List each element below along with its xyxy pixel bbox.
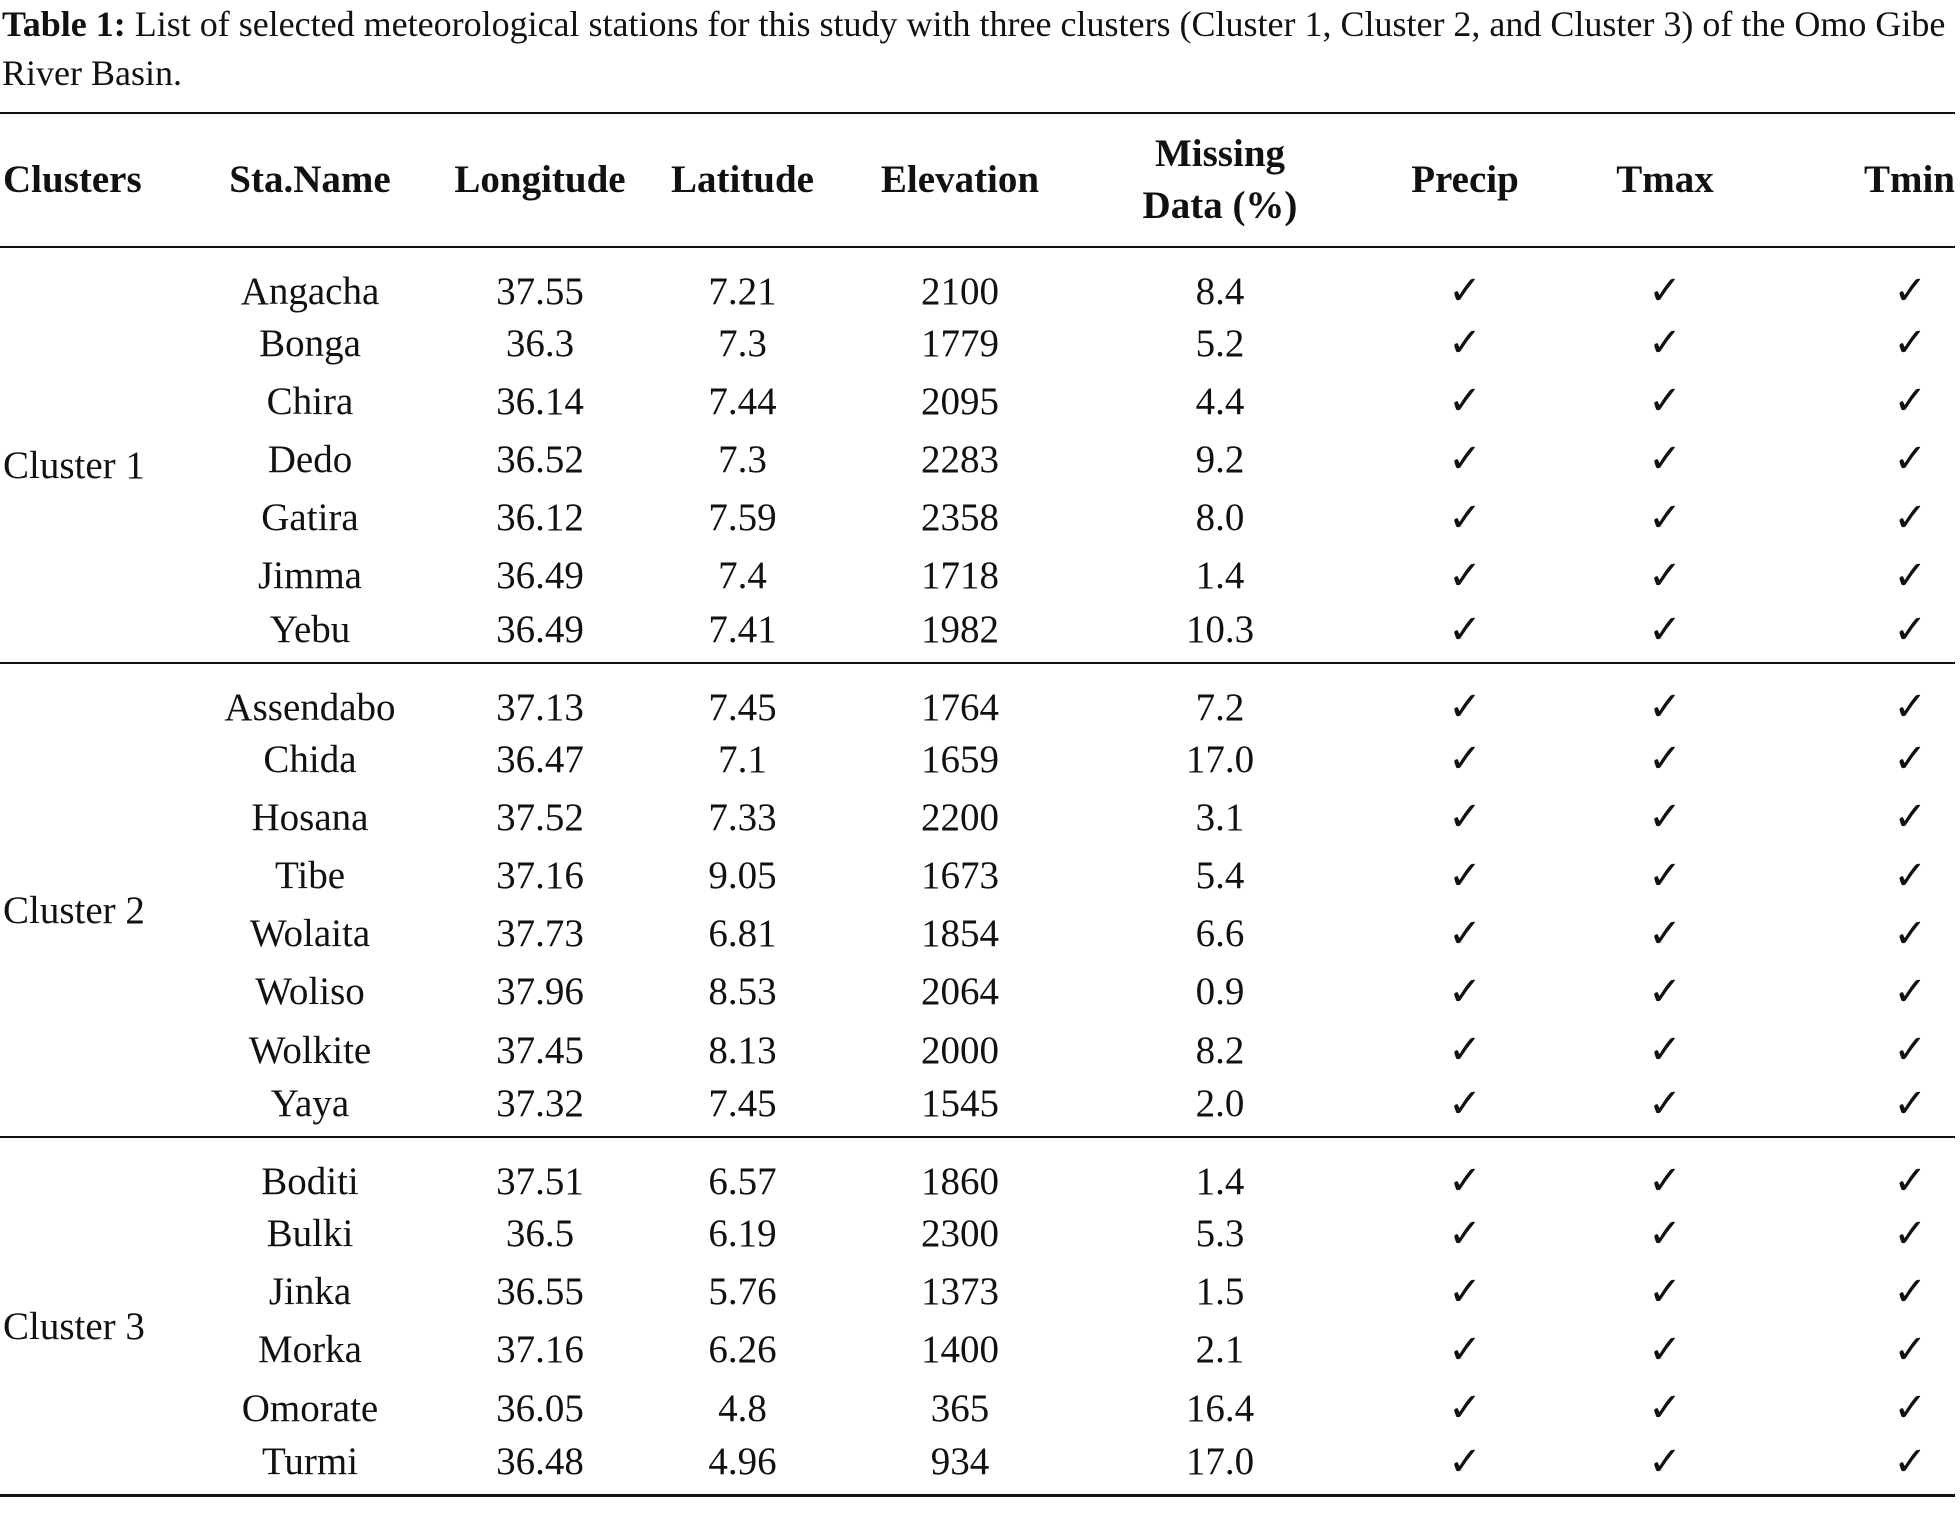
tmin-cell bbox=[1765, 788, 1955, 846]
tmin-cell bbox=[1765, 547, 1955, 605]
header-elevation: Elevation bbox=[880, 158, 1040, 201]
check-icon: ✓ bbox=[1893, 1326, 1927, 1373]
check-icon: ✓ bbox=[1448, 1210, 1482, 1257]
check-icon: ✓ bbox=[1648, 436, 1682, 483]
check-icon: ✓ bbox=[1893, 320, 1927, 367]
tmin-cell bbox=[1765, 1379, 1955, 1437]
tmin-cell bbox=[1765, 372, 1955, 430]
table-caption-text: List of selected meteorological stations for this study with three clusters (Cluster 1, Cluster 2, and Cluster 3) of the Omo Gibe River Basin. bbox=[2, 4, 1946, 93]
precip-cell bbox=[1365, 1437, 1565, 1495]
check-icon: ✓ bbox=[1893, 606, 1927, 653]
latitude-cell: 7.1 bbox=[718, 737, 767, 781]
check-icon: ✓ bbox=[1648, 852, 1682, 899]
tmax-cell bbox=[1565, 547, 1765, 605]
table-row bbox=[0, 663, 1955, 730]
missing-data-cell: 1.4 bbox=[1195, 554, 1245, 598]
latitude-cell: 7.3 bbox=[718, 437, 767, 481]
check-icon: ✓ bbox=[1448, 378, 1482, 425]
check-icon: ✓ bbox=[1648, 1326, 1682, 1373]
header-missing-line1: Missing bbox=[1154, 132, 1286, 175]
check-icon: ✓ bbox=[1448, 1080, 1482, 1127]
longitude-cell: 36.3 bbox=[505, 321, 575, 365]
check-icon: ✓ bbox=[1448, 1158, 1482, 1205]
tmin-cell bbox=[1765, 730, 1955, 788]
missing-data-cell: 6.6 bbox=[1195, 912, 1245, 956]
check-icon: ✓ bbox=[1448, 494, 1482, 541]
check-icon: ✓ bbox=[1648, 1027, 1682, 1074]
header-missing-data bbox=[1075, 113, 1365, 247]
check-icon: ✓ bbox=[1448, 268, 1482, 314]
check-icon: ✓ bbox=[1893, 268, 1927, 314]
tmin-cell bbox=[1765, 605, 1955, 663]
longitude-cell: 36.5 bbox=[505, 1212, 575, 1256]
check-icon: ✓ bbox=[1648, 378, 1682, 425]
check-icon: ✓ bbox=[1448, 794, 1482, 841]
header-station-name: Sta.Name bbox=[229, 158, 391, 201]
tmin-cell bbox=[1765, 905, 1955, 963]
table-row bbox=[0, 1263, 1955, 1321]
check-icon: ✓ bbox=[1448, 436, 1482, 483]
check-icon: ✓ bbox=[1448, 552, 1482, 599]
table-row bbox=[0, 314, 1955, 372]
longitude-cell: 37.73 bbox=[496, 912, 584, 956]
station-name-cell: Tibe bbox=[274, 854, 346, 898]
latitude-cell: 6.26 bbox=[708, 1328, 777, 1372]
check-icon: ✓ bbox=[1893, 1438, 1927, 1485]
missing-data-cell: 1.5 bbox=[1195, 1270, 1245, 1314]
check-icon: ✓ bbox=[1448, 968, 1482, 1015]
tmax-cell bbox=[1565, 372, 1765, 430]
check-icon: ✓ bbox=[1893, 910, 1927, 957]
longitude-cell: 36.49 bbox=[496, 608, 584, 652]
latitude-cell: 7.45 bbox=[708, 685, 777, 729]
check-icon: ✓ bbox=[1648, 1385, 1682, 1432]
check-icon: ✓ bbox=[1448, 736, 1482, 783]
elevation-cell: 1400 bbox=[921, 1328, 999, 1372]
longitude-cell: 36.55 bbox=[496, 1270, 584, 1314]
station-name-cell: Chira bbox=[266, 379, 354, 423]
tmax-cell bbox=[1565, 1263, 1765, 1321]
longitude-cell: 36.47 bbox=[496, 737, 584, 781]
tmax-cell bbox=[1565, 489, 1765, 547]
missing-data-cell: 3.1 bbox=[1195, 795, 1245, 839]
table-header bbox=[0, 113, 1955, 247]
table-row bbox=[0, 847, 1955, 905]
latitude-cell: 7.44 bbox=[708, 379, 777, 423]
precip-cell bbox=[1365, 788, 1565, 846]
tmax-cell bbox=[1565, 314, 1765, 372]
check-icon: ✓ bbox=[1893, 852, 1927, 899]
latitude-cell: 9.05 bbox=[708, 854, 777, 898]
elevation-cell: 2300 bbox=[921, 1212, 999, 1256]
table-row bbox=[0, 1437, 1955, 1495]
station-name-cell: Gatira bbox=[261, 496, 359, 540]
check-icon: ✓ bbox=[1893, 552, 1927, 599]
check-icon: ✓ bbox=[1893, 794, 1927, 841]
stations-table bbox=[0, 112, 1955, 1497]
elevation-cell: 2000 bbox=[921, 1028, 999, 1072]
elevation-cell: 1860 bbox=[921, 1159, 999, 1203]
header-tmin: Tmin bbox=[1863, 158, 1955, 201]
missing-data-cell: 8.2 bbox=[1195, 1028, 1245, 1072]
latitude-cell: 7.41 bbox=[708, 608, 777, 652]
cluster-label-cell: Cluster 1 bbox=[3, 443, 145, 487]
station-name-cell: Angacha bbox=[240, 269, 380, 313]
table-row bbox=[0, 605, 1955, 663]
longitude-cell: 37.55 bbox=[496, 269, 584, 313]
table-row bbox=[0, 247, 1955, 314]
missing-data-cell: 17.0 bbox=[1185, 737, 1255, 781]
table-caption bbox=[2, 0, 1952, 98]
latitude-cell: 5.76 bbox=[708, 1270, 777, 1314]
station-name-cell: Yaya bbox=[270, 1082, 350, 1126]
tmax-cell bbox=[1565, 605, 1765, 663]
longitude-cell: 37.52 bbox=[496, 795, 584, 839]
check-icon: ✓ bbox=[1448, 1326, 1482, 1373]
station-name-cell: Hosana bbox=[251, 795, 369, 839]
elevation-cell: 1673 bbox=[921, 854, 999, 898]
tmin-cell bbox=[1765, 1204, 1955, 1262]
tmin-cell bbox=[1765, 314, 1955, 372]
station-name-cell: Bulki bbox=[266, 1212, 354, 1256]
longitude-cell: 36.52 bbox=[496, 437, 584, 481]
elevation-cell: 1718 bbox=[921, 554, 999, 598]
missing-data-cell: 5.3 bbox=[1195, 1212, 1245, 1256]
check-icon: ✓ bbox=[1893, 1027, 1927, 1074]
check-icon: ✓ bbox=[1893, 436, 1927, 483]
missing-data-cell: 17.0 bbox=[1185, 1440, 1255, 1484]
elevation-cell: 1373 bbox=[921, 1270, 999, 1314]
missing-data-cell: 7.2 bbox=[1195, 685, 1245, 729]
latitude-cell: 6.81 bbox=[708, 912, 777, 956]
check-icon: ✓ bbox=[1648, 1268, 1682, 1315]
check-icon: ✓ bbox=[1648, 1158, 1682, 1205]
cluster-label-cell: Cluster 3 bbox=[3, 1304, 145, 1348]
table-body bbox=[0, 247, 1955, 1495]
check-icon: ✓ bbox=[1648, 910, 1682, 957]
check-icon: ✓ bbox=[1448, 910, 1482, 957]
header-tmax: Tmax bbox=[1616, 158, 1714, 201]
check-icon: ✓ bbox=[1893, 968, 1927, 1015]
check-icon: ✓ bbox=[1448, 1027, 1482, 1074]
missing-data-cell: 2.1 bbox=[1195, 1328, 1245, 1372]
check-icon: ✓ bbox=[1893, 736, 1927, 783]
tmin-cell bbox=[1765, 247, 1955, 314]
table-row bbox=[0, 1079, 1955, 1137]
tmin-cell bbox=[1765, 663, 1955, 730]
check-icon: ✓ bbox=[1648, 320, 1682, 367]
longitude-cell: 37.45 bbox=[496, 1028, 584, 1072]
tmin-cell bbox=[1765, 1437, 1955, 1495]
elevation-cell: 2100 bbox=[921, 269, 999, 313]
tmin-cell bbox=[1765, 1263, 1955, 1321]
precip-cell bbox=[1365, 314, 1565, 372]
elevation-cell: 2064 bbox=[921, 970, 999, 1014]
check-icon: ✓ bbox=[1648, 968, 1682, 1015]
longitude-cell: 37.16 bbox=[496, 1328, 584, 1372]
station-name-cell: Jimma bbox=[258, 554, 362, 598]
latitude-cell: 7.45 bbox=[708, 1082, 777, 1126]
tmin-cell bbox=[1765, 847, 1955, 905]
table-row bbox=[0, 1204, 1955, 1262]
header-missing-line2: Data (%) bbox=[1142, 184, 1298, 227]
station-name-cell: Woliso bbox=[255, 970, 365, 1014]
station-name-cell: Jinka bbox=[268, 1270, 352, 1314]
check-icon: ✓ bbox=[1648, 736, 1682, 783]
check-icon: ✓ bbox=[1648, 794, 1682, 841]
check-icon: ✓ bbox=[1893, 494, 1927, 541]
tmax-cell bbox=[1565, 1321, 1765, 1379]
precip-cell bbox=[1365, 730, 1565, 788]
precip-cell bbox=[1365, 372, 1565, 430]
tmin-cell bbox=[1765, 963, 1955, 1021]
check-icon: ✓ bbox=[1893, 1385, 1927, 1432]
precip-cell bbox=[1365, 1321, 1565, 1379]
tmax-cell bbox=[1565, 1021, 1765, 1079]
elevation-cell: 2200 bbox=[921, 795, 999, 839]
longitude-cell: 36.12 bbox=[496, 496, 584, 540]
check-icon: ✓ bbox=[1648, 1080, 1682, 1127]
elevation-cell: 2095 bbox=[921, 379, 999, 423]
elevation-cell: 1764 bbox=[921, 685, 999, 729]
header-longitude: Longitude bbox=[454, 158, 626, 201]
check-icon: ✓ bbox=[1648, 606, 1682, 653]
missing-data-cell: 5.4 bbox=[1195, 854, 1245, 898]
table-row bbox=[0, 963, 1955, 1021]
precip-cell bbox=[1365, 605, 1565, 663]
tmax-cell bbox=[1565, 847, 1765, 905]
check-icon: ✓ bbox=[1448, 1385, 1482, 1432]
missing-data-cell: 0.9 bbox=[1195, 970, 1245, 1014]
tmax-cell bbox=[1565, 247, 1765, 314]
table-row bbox=[0, 730, 1955, 788]
check-icon: ✓ bbox=[1648, 494, 1682, 541]
longitude-cell: 37.32 bbox=[496, 1082, 584, 1126]
tmax-cell bbox=[1565, 430, 1765, 488]
check-icon: ✓ bbox=[1448, 852, 1482, 899]
check-icon: ✓ bbox=[1893, 378, 1927, 425]
cluster-label-cell: Cluster 2 bbox=[3, 888, 145, 932]
check-icon: ✓ bbox=[1893, 684, 1927, 731]
latitude-cell: 4.8 bbox=[718, 1386, 767, 1430]
table-row bbox=[0, 1137, 1955, 1204]
longitude-cell: 36.48 bbox=[496, 1440, 584, 1484]
header-row bbox=[0, 113, 1955, 247]
tmax-cell bbox=[1565, 1379, 1765, 1437]
longitude-cell: 37.13 bbox=[496, 685, 584, 729]
missing-data-cell: 8.4 bbox=[1195, 269, 1245, 313]
check-icon: ✓ bbox=[1648, 268, 1682, 314]
latitude-cell: 6.19 bbox=[708, 1212, 777, 1256]
tmin-cell bbox=[1765, 1137, 1955, 1204]
elevation-cell: 1545 bbox=[921, 1082, 999, 1126]
check-icon: ✓ bbox=[1893, 1158, 1927, 1205]
tmin-cell bbox=[1765, 430, 1955, 488]
missing-data-cell: 9.2 bbox=[1195, 437, 1245, 481]
latitude-cell: 7.33 bbox=[708, 795, 777, 839]
table-row bbox=[0, 547, 1955, 605]
check-icon: ✓ bbox=[1448, 1268, 1482, 1315]
check-icon: ✓ bbox=[1448, 320, 1482, 367]
precip-cell bbox=[1365, 1379, 1565, 1437]
missing-data-cell: 16.4 bbox=[1185, 1386, 1255, 1430]
precip-cell bbox=[1365, 1137, 1565, 1204]
latitude-cell: 6.57 bbox=[708, 1159, 777, 1203]
station-name-cell: Chida bbox=[263, 737, 357, 781]
elevation-cell: 1779 bbox=[921, 321, 999, 365]
elevation-cell: 1854 bbox=[921, 912, 999, 956]
check-icon: ✓ bbox=[1448, 684, 1482, 731]
elevation-cell: 1982 bbox=[921, 608, 999, 652]
precip-cell bbox=[1365, 963, 1565, 1021]
precip-cell bbox=[1365, 1204, 1565, 1262]
latitude-cell: 8.13 bbox=[708, 1028, 777, 1072]
table-caption-label: Table 1: bbox=[2, 4, 126, 44]
precip-cell bbox=[1365, 1263, 1565, 1321]
station-name-cell: Dedo bbox=[267, 437, 353, 481]
check-icon: ✓ bbox=[1648, 552, 1682, 599]
latitude-cell: 7.4 bbox=[718, 554, 767, 598]
missing-data-cell: 1.4 bbox=[1195, 1159, 1245, 1203]
station-name-cell: Yebu bbox=[269, 608, 351, 652]
header-latitude: Latitude bbox=[670, 158, 814, 201]
table-row bbox=[0, 788, 1955, 846]
elevation-cell: 1659 bbox=[921, 737, 999, 781]
precip-cell bbox=[1365, 547, 1565, 605]
tmax-cell bbox=[1565, 730, 1765, 788]
check-icon: ✓ bbox=[1893, 1210, 1927, 1257]
elevation-cell: 365 bbox=[930, 1386, 990, 1430]
station-name-cell: Turmi bbox=[261, 1440, 359, 1484]
precip-cell bbox=[1365, 247, 1565, 314]
tmax-cell bbox=[1565, 788, 1765, 846]
station-name-cell: Morka bbox=[258, 1328, 362, 1372]
tmax-cell bbox=[1565, 963, 1765, 1021]
missing-data-cell: 4.4 bbox=[1195, 379, 1245, 423]
precip-cell bbox=[1365, 1021, 1565, 1079]
missing-data-cell: 5.2 bbox=[1195, 321, 1245, 365]
header-clusters: Clusters bbox=[3, 158, 142, 201]
table-row bbox=[0, 1321, 1955, 1379]
latitude-cell: 7.3 bbox=[718, 321, 767, 365]
tmax-cell bbox=[1565, 1079, 1765, 1137]
precip-cell bbox=[1365, 663, 1565, 730]
latitude-cell: 7.21 bbox=[708, 269, 777, 313]
tmax-cell bbox=[1565, 1137, 1765, 1204]
tmax-cell bbox=[1565, 1437, 1765, 1495]
table-row bbox=[0, 1379, 1955, 1437]
check-icon: ✓ bbox=[1893, 1080, 1927, 1127]
table-row bbox=[0, 905, 1955, 963]
elevation-cell: 934 bbox=[930, 1440, 990, 1484]
latitude-cell: 8.53 bbox=[708, 970, 777, 1014]
tmax-cell bbox=[1565, 905, 1765, 963]
check-icon: ✓ bbox=[1648, 684, 1682, 731]
table-row bbox=[0, 1021, 1955, 1079]
missing-data-cell: 10.3 bbox=[1185, 608, 1255, 652]
check-icon: ✓ bbox=[1448, 1438, 1482, 1485]
tmin-cell bbox=[1765, 489, 1955, 547]
check-icon: ✓ bbox=[1648, 1210, 1682, 1257]
station-name-cell: Assendabo bbox=[224, 685, 396, 729]
longitude-cell: 37.96 bbox=[496, 970, 584, 1014]
table-row bbox=[0, 372, 1955, 430]
precip-cell bbox=[1365, 847, 1565, 905]
check-icon: ✓ bbox=[1448, 606, 1482, 653]
missing-data-cell: 2.0 bbox=[1195, 1082, 1245, 1126]
longitude-cell: 37.51 bbox=[496, 1159, 584, 1203]
latitude-cell: 4.96 bbox=[708, 1440, 777, 1484]
table-row bbox=[0, 489, 1955, 547]
elevation-cell: 2358 bbox=[921, 496, 999, 540]
latitude-cell: 7.59 bbox=[708, 496, 777, 540]
tmin-cell bbox=[1765, 1079, 1955, 1137]
precip-cell bbox=[1365, 430, 1565, 488]
station-name-cell: Omorate bbox=[241, 1386, 379, 1430]
tmin-cell bbox=[1765, 1021, 1955, 1079]
header-precip: Precip bbox=[1411, 158, 1519, 201]
station-name-cell: Wolaita bbox=[249, 912, 371, 956]
missing-data-cell: 8.0 bbox=[1195, 496, 1245, 540]
station-name-cell: Boditi bbox=[261, 1159, 359, 1203]
check-icon: ✓ bbox=[1893, 1268, 1927, 1315]
elevation-cell: 2283 bbox=[921, 437, 999, 481]
precip-cell bbox=[1365, 489, 1565, 547]
tmin-cell bbox=[1765, 1321, 1955, 1379]
check-icon: ✓ bbox=[1648, 1438, 1682, 1485]
tmax-cell bbox=[1565, 1204, 1765, 1262]
precip-cell bbox=[1365, 905, 1565, 963]
precip-cell bbox=[1365, 1079, 1565, 1137]
station-name-cell: Bonga bbox=[259, 321, 361, 365]
longitude-cell: 36.49 bbox=[496, 554, 584, 598]
longitude-cell: 36.05 bbox=[496, 1386, 584, 1430]
tmax-cell bbox=[1565, 663, 1765, 730]
station-name-cell: Wolkite bbox=[248, 1028, 372, 1072]
longitude-cell: 36.14 bbox=[496, 379, 584, 423]
table-row bbox=[0, 430, 1955, 488]
longitude-cell: 37.16 bbox=[496, 854, 584, 898]
